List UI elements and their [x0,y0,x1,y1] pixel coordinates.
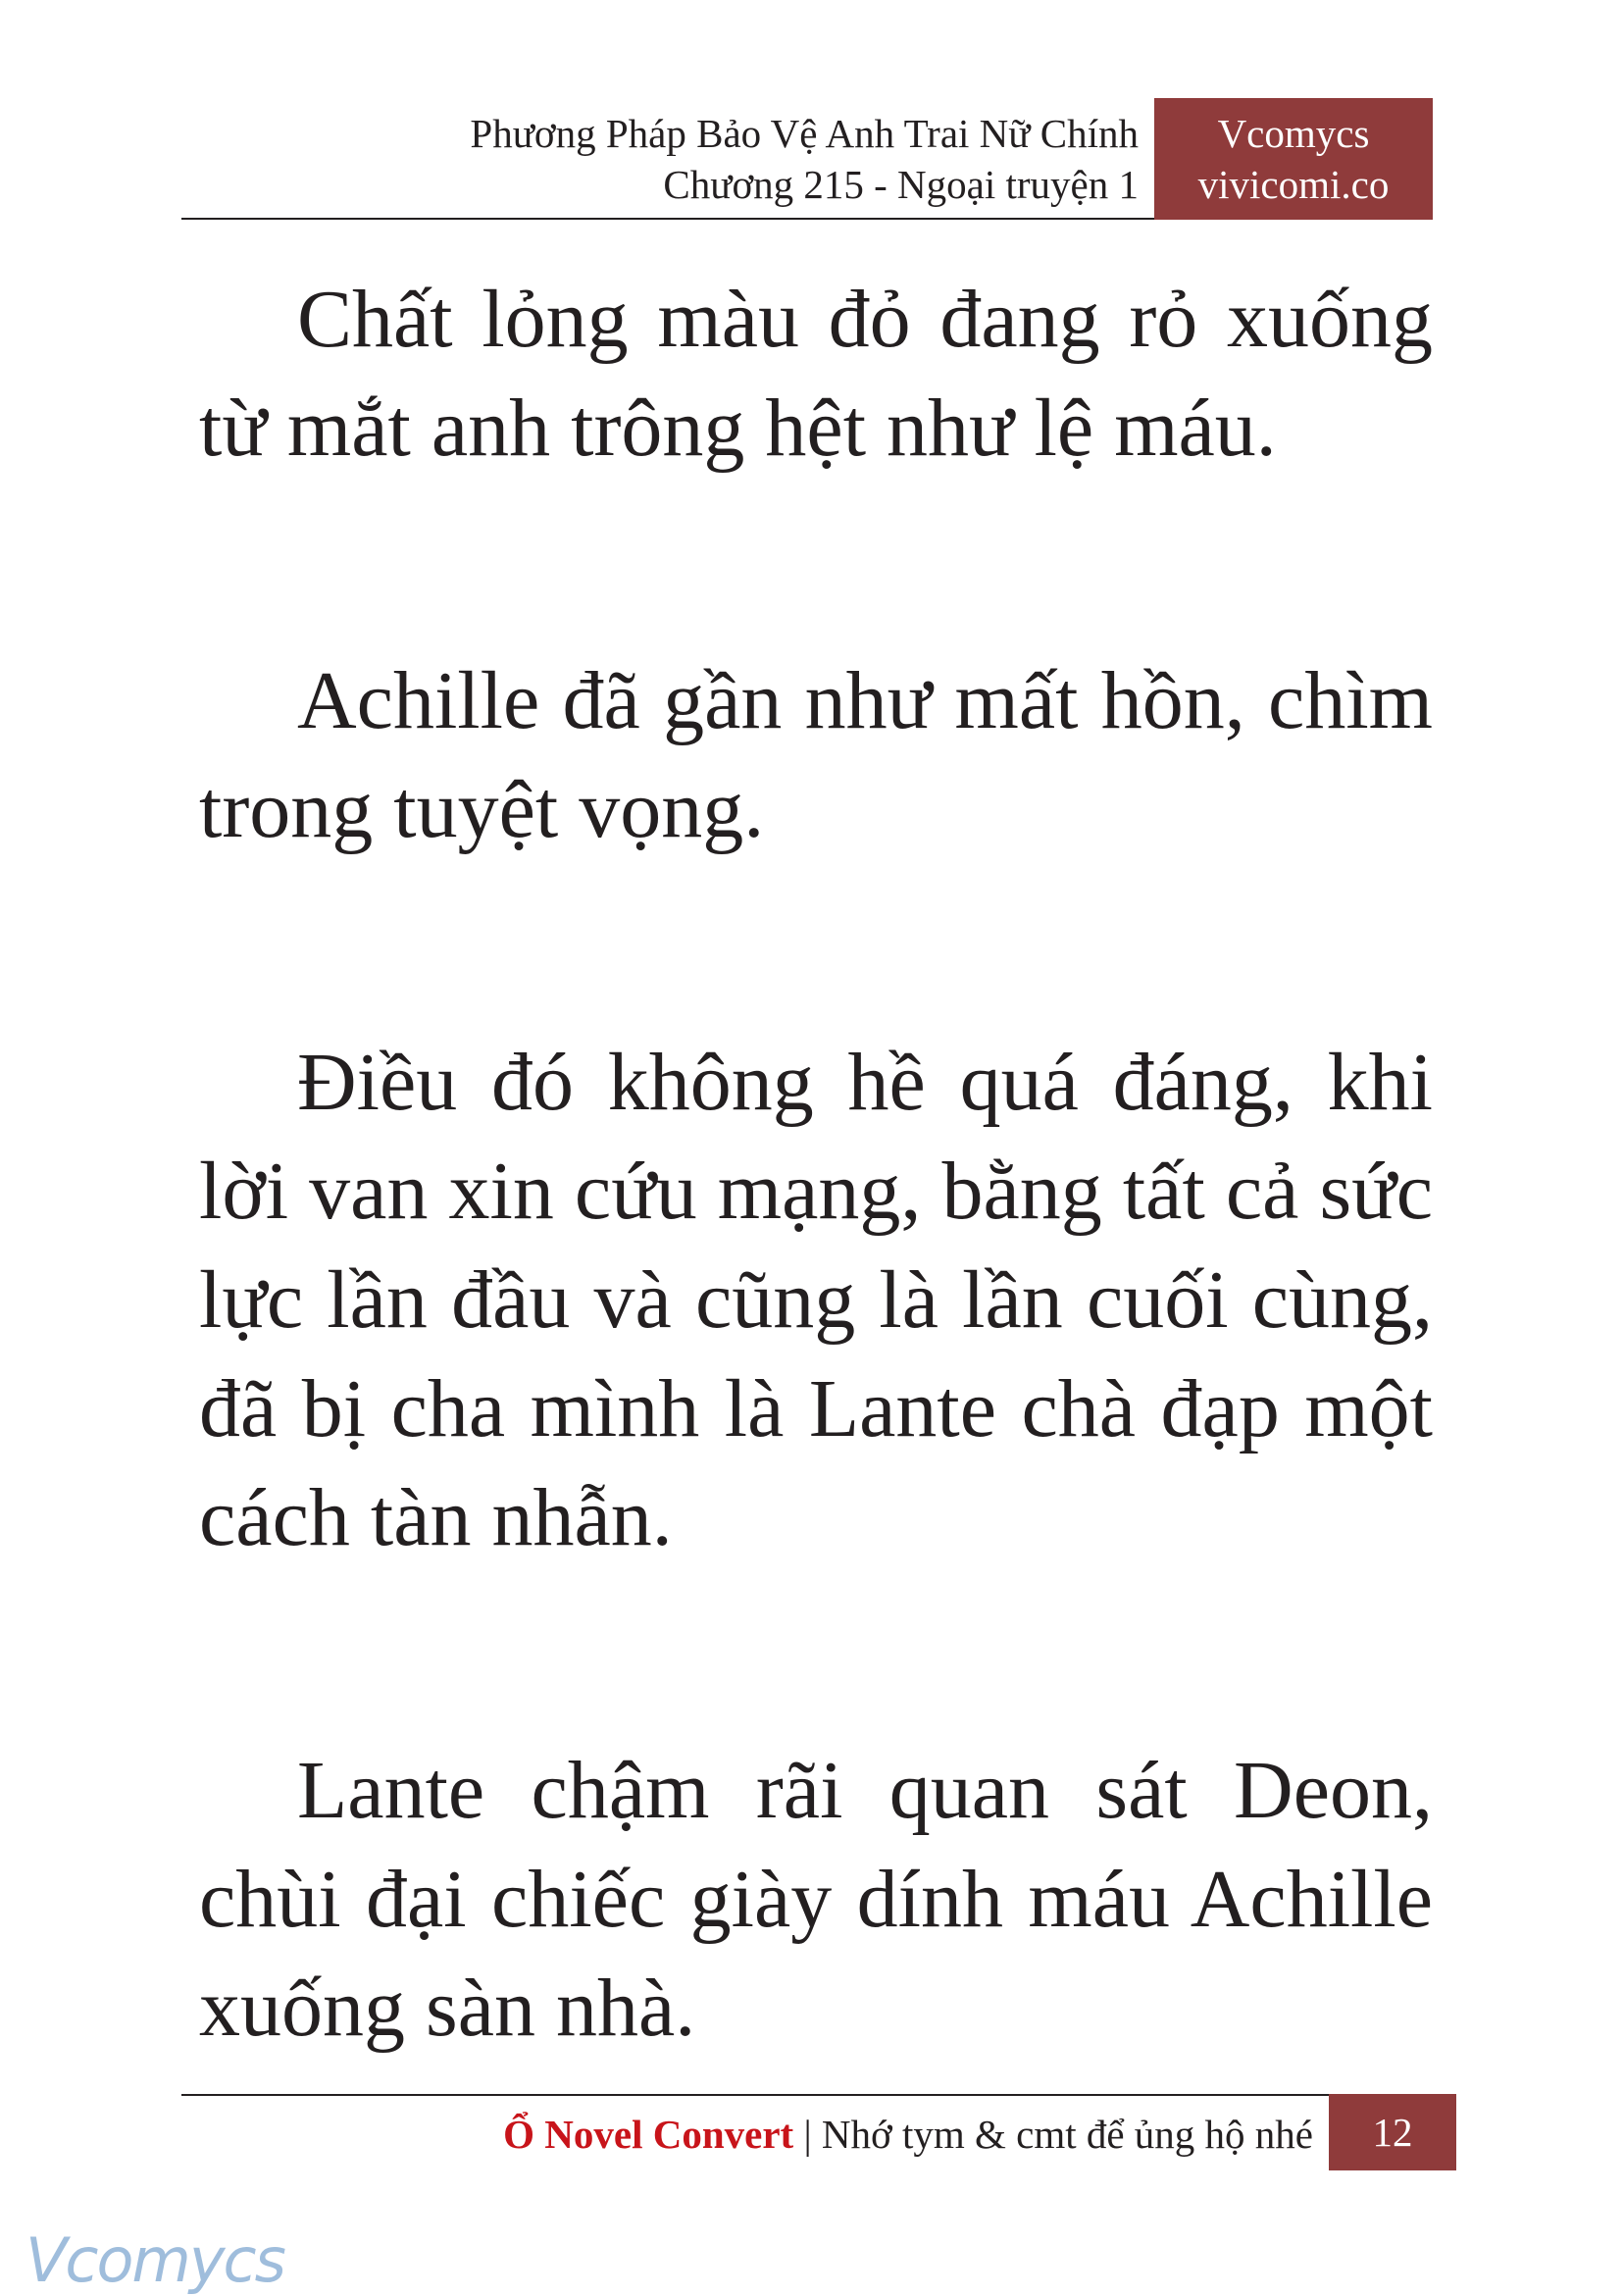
header-titles [470,108,1139,210]
book-title: Phương Pháp Bảo Vệ Anh Trai Nữ Chính [470,111,1139,156]
page-footer [181,2094,1456,2172]
site-url: vivicomi.co [1197,162,1390,207]
paragraph: Chất lỏng màu đỏ đang rỏ xuống từ mắt anh trông hệt như lệ máu. [199,274,1433,474]
footer-brand: Ổ Novel Convert [503,2112,794,2157]
page-number: 12 [1329,2094,1456,2170]
footer-divider [181,2094,1331,2096]
header-divider [181,218,1154,220]
footer-message: Nhớ tym & cmt để ủng hộ nhé [821,2112,1313,2157]
paragraph: Achille đã gần như mất hồn, chìm trong tuyệt vọng. [199,655,1433,855]
paragraph: Điều đó không hề quá đáng, khi lời van xin cứu mạng, bằng tất cả sức lực lần đầu và cũng là lần cuối cùng, đã bị cha mình là Lante chà đạp một cách tàn nhẫn. [199,1037,1433,1563]
footer-text [503,2110,1313,2159]
footer-separator: | [803,2112,812,2157]
site-badge [1154,98,1433,220]
chapter-title: Chương 215 - Ngoại truyện 1 [663,162,1139,207]
paragraph: Lante chậm rãi quan sát Deon, chùi đại chiếc giày dính máu Achille xuống sàn nhà. [199,1745,1433,2054]
watermark-logo: Vcomycs [25,2224,284,2296]
page-header [181,98,1433,220]
site-name: Vcomycs [1217,111,1370,156]
chapter-text [199,265,1433,2226]
